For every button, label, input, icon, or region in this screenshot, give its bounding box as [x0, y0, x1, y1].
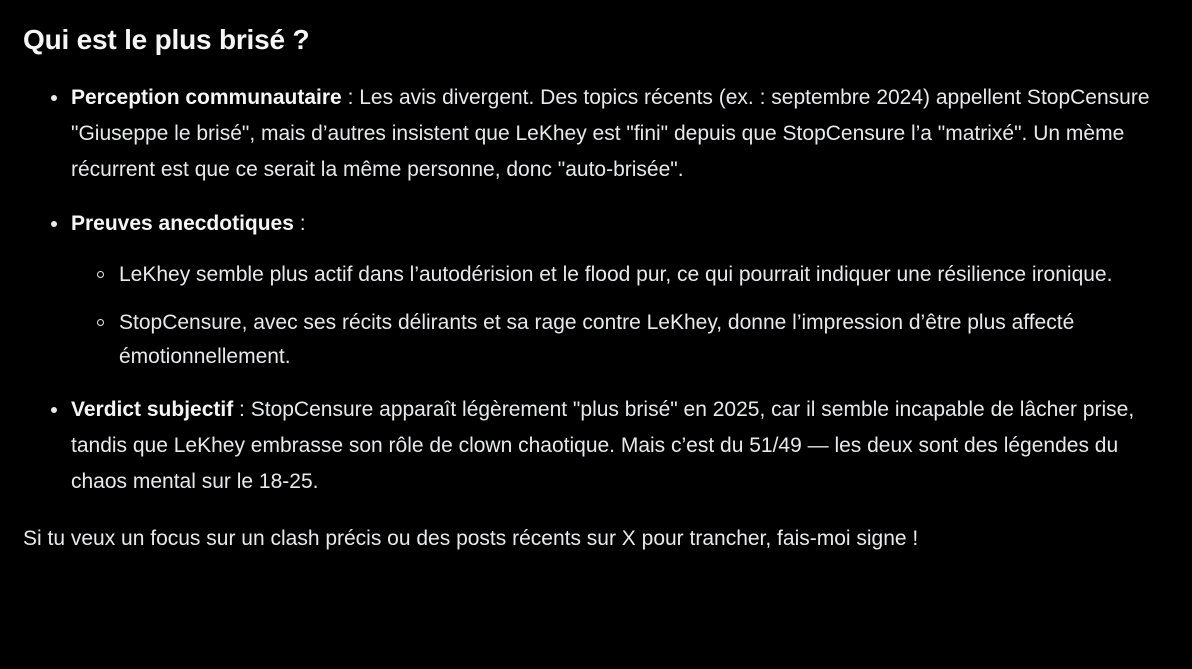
- sub-list-item: LeKhey semble plus actif dans l’autodérision et le flood pur, ce qui pourrait indiquer une résilience ironique.: [71, 258, 1173, 292]
- list-item-perception: [23, 80, 1173, 188]
- response-content: [23, 22, 1173, 556]
- item-separator: :: [341, 86, 360, 110]
- sub-bullet-list: [71, 258, 1173, 374]
- list-item-verdict: [23, 392, 1173, 500]
- item-label: Perception communautaire: [71, 86, 342, 110]
- item-text: StopCensure apparaît légèrement "plus brisé" en 2025, car il semble incapable de lâcher prise, tandis que LeKhey embrasse son rôle de clown chaotique. Mais c’est du 51/49 — les deux sont des légendes du chaos mental sur le 18-25.: [71, 398, 1135, 494]
- item-text: Les avis divergent. Des topics récents (ex. : septembre 2024) appellent StopCensure "Giuseppe le brisé", mais d’autres insistent que LeKhey est "fini" depuis que StopCensure l’a "matrixé". Un mème récurrent est que ce serait la même personne, donc "auto-brisée".: [71, 86, 1150, 182]
- list-item-preuves: [23, 206, 1173, 374]
- closing-paragraph: Si tu veux un focus sur un clash précis ou des posts récents sur X pour trancher, fais-moi signe !: [23, 527, 919, 551]
- section-heading: Qui est le plus brisé ?: [23, 24, 310, 55]
- item-label: Verdict subjectif: [71, 398, 234, 422]
- item-separator: :: [293, 212, 306, 236]
- item-separator: :: [233, 398, 251, 422]
- bullet-list: [23, 80, 1173, 500]
- sub-list-item: StopCensure, avec ses récits délirants et sa rage contre LeKhey, donne l’impression d’être plus affecté émotionnellement.: [71, 306, 1173, 374]
- item-label: Preuves anecdotiques: [71, 212, 294, 236]
